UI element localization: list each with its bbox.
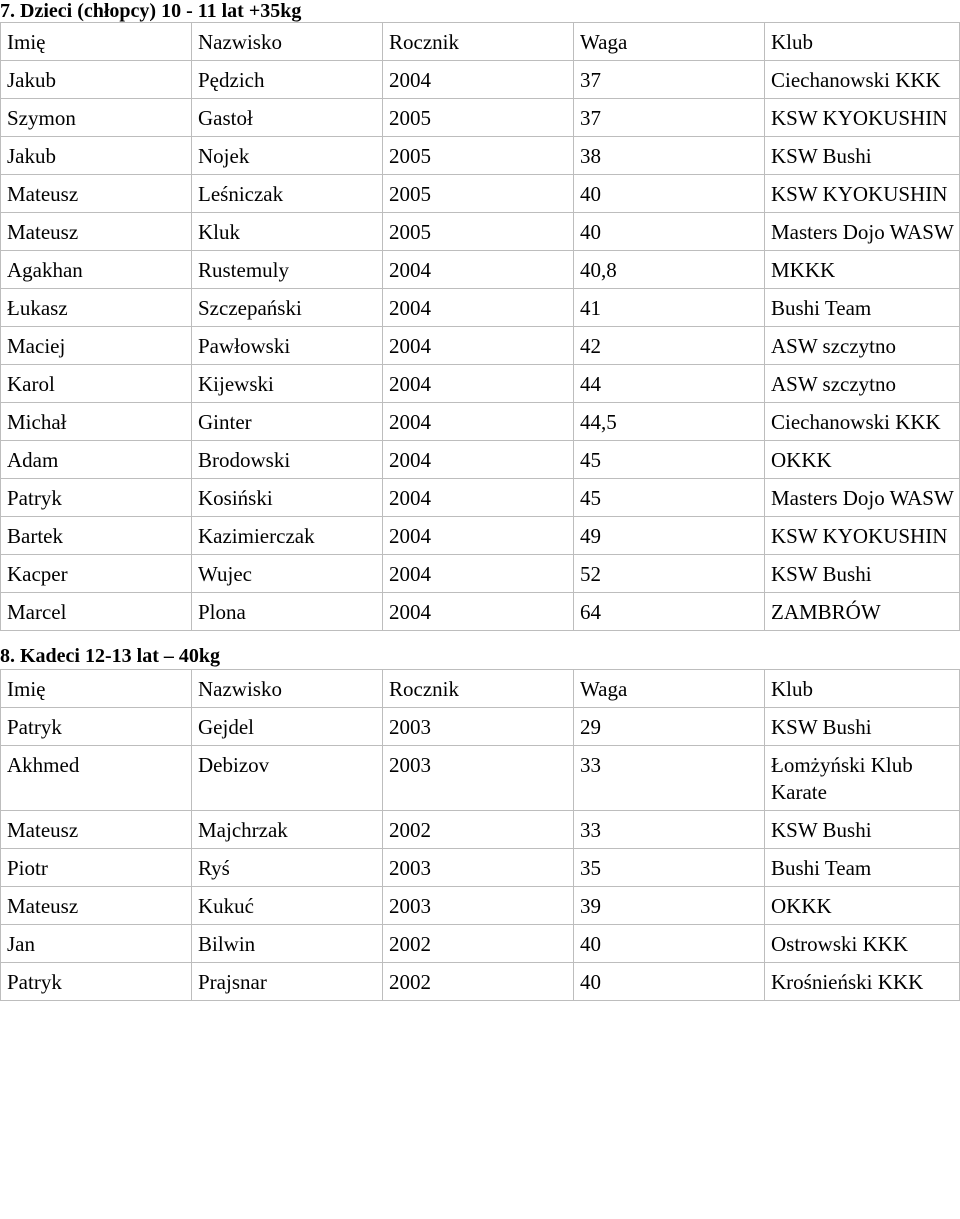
cell-last-name: Ryś xyxy=(192,849,383,887)
cell-weight: 33 xyxy=(574,811,765,849)
cell-last-name: Kosiński xyxy=(192,479,383,517)
cell-birth-year: 2004 xyxy=(383,441,574,479)
table-row xyxy=(1,441,960,479)
cell-first-name: Piotr xyxy=(1,849,192,887)
cell-club: Ostrowski KKK xyxy=(765,925,960,963)
cell-last-name: Brodowski xyxy=(192,441,383,479)
cell-club: Masters Dojo WASW xyxy=(765,213,960,251)
cell-first-name: Kacper xyxy=(1,555,192,593)
table-row xyxy=(1,213,960,251)
cell-club: Ciechanowski KKK xyxy=(765,61,960,99)
results-table xyxy=(0,22,960,631)
table-header-row xyxy=(1,23,960,61)
cell-birth-year: 2003 xyxy=(383,887,574,925)
cell-birth-year: 2005 xyxy=(383,213,574,251)
cell-last-name: Kazimierczak xyxy=(192,517,383,555)
cell-weight: 33 xyxy=(574,746,765,811)
cell-weight: 49 xyxy=(574,517,765,555)
cell-weight: 35 xyxy=(574,849,765,887)
table-row xyxy=(1,251,960,289)
cell-club: KSW Bushi xyxy=(765,708,960,746)
results-table xyxy=(0,669,960,1001)
column-header-weight: Waga xyxy=(574,670,765,708)
cell-first-name: Karol xyxy=(1,365,192,403)
cell-club: Krośnieński KKK xyxy=(765,963,960,1001)
cell-weight: 41 xyxy=(574,289,765,327)
table-row xyxy=(1,811,960,849)
cell-first-name: Marcel xyxy=(1,593,192,631)
cell-last-name: Wujec xyxy=(192,555,383,593)
cell-last-name: Gastoł xyxy=(192,99,383,137)
cell-weight: 45 xyxy=(574,479,765,517)
table-row xyxy=(1,925,960,963)
cell-weight: 40 xyxy=(574,175,765,213)
cell-birth-year: 2004 xyxy=(383,289,574,327)
cell-last-name: Kukuć xyxy=(192,887,383,925)
cell-weight: 37 xyxy=(574,99,765,137)
cell-club: KSW Bushi xyxy=(765,555,960,593)
cell-birth-year: 2004 xyxy=(383,327,574,365)
cell-weight: 64 xyxy=(574,593,765,631)
cell-club: KSW Bushi xyxy=(765,811,960,849)
cell-weight: 44,5 xyxy=(574,403,765,441)
column-header-last-name: Nazwisko xyxy=(192,23,383,61)
cell-last-name: Pawłowski xyxy=(192,327,383,365)
cell-last-name: Ginter xyxy=(192,403,383,441)
cell-last-name: Prajsnar xyxy=(192,963,383,1001)
cell-last-name: Leśniczak xyxy=(192,175,383,213)
cell-birth-year: 2003 xyxy=(383,849,574,887)
cell-birth-year: 2004 xyxy=(383,365,574,403)
cell-birth-year: 2004 xyxy=(383,479,574,517)
cell-first-name: Mateusz xyxy=(1,175,192,213)
cell-weight: 40,8 xyxy=(574,251,765,289)
section-cadets-12-13 xyxy=(0,643,960,1001)
table-row xyxy=(1,593,960,631)
cell-weight: 44 xyxy=(574,365,765,403)
cell-last-name: Majchrzak xyxy=(192,811,383,849)
column-header-club: Klub xyxy=(765,23,960,61)
column-header-last-name: Nazwisko xyxy=(192,670,383,708)
table-row xyxy=(1,963,960,1001)
cell-weight: 42 xyxy=(574,327,765,365)
cell-first-name: Adam xyxy=(1,441,192,479)
cell-club: Bushi Team xyxy=(765,289,960,327)
cell-first-name: Bartek xyxy=(1,517,192,555)
column-header-birth-year: Rocznik xyxy=(383,670,574,708)
column-header-first-name: Imię xyxy=(1,670,192,708)
cell-last-name: Rustemuly xyxy=(192,251,383,289)
cell-club: ZAMBRÓW xyxy=(765,593,960,631)
cell-first-name: Szymon xyxy=(1,99,192,137)
cell-club: Łomżyński Klub Karate xyxy=(765,746,960,811)
cell-birth-year: 2003 xyxy=(383,746,574,811)
table-row xyxy=(1,517,960,555)
cell-birth-year: 2004 xyxy=(383,517,574,555)
cell-club: OKKK xyxy=(765,441,960,479)
cell-weight: 40 xyxy=(574,925,765,963)
cell-birth-year: 2004 xyxy=(383,403,574,441)
cell-birth-year: 2002 xyxy=(383,963,574,1001)
cell-first-name: Jakub xyxy=(1,61,192,99)
cell-weight: 40 xyxy=(574,963,765,1001)
cell-first-name: Mateusz xyxy=(1,213,192,251)
cell-club: KSW KYOKUSHIN xyxy=(765,99,960,137)
table-row xyxy=(1,327,960,365)
cell-birth-year: 2004 xyxy=(383,251,574,289)
cell-club: ASW szczytno xyxy=(765,327,960,365)
table-row xyxy=(1,99,960,137)
cell-birth-year: 2005 xyxy=(383,175,574,213)
cell-weight: 52 xyxy=(574,555,765,593)
cell-club: KSW KYOKUSHIN xyxy=(765,517,960,555)
table-row xyxy=(1,555,960,593)
table-row xyxy=(1,479,960,517)
table-row xyxy=(1,289,960,327)
cell-first-name: Patryk xyxy=(1,963,192,1001)
table-row xyxy=(1,403,960,441)
cell-club: Ciechanowski KKK xyxy=(765,403,960,441)
cell-weight: 37 xyxy=(574,61,765,99)
cell-first-name: Maciej xyxy=(1,327,192,365)
cell-first-name: Patryk xyxy=(1,708,192,746)
column-header-weight: Waga xyxy=(574,23,765,61)
cell-last-name: Bilwin xyxy=(192,925,383,963)
table-row xyxy=(1,708,960,746)
cell-last-name: Gejdel xyxy=(192,708,383,746)
cell-birth-year: 2005 xyxy=(383,137,574,175)
cell-last-name: Pędzich xyxy=(192,61,383,99)
table-row xyxy=(1,365,960,403)
cell-last-name: Nojek xyxy=(192,137,383,175)
section-title: 7. Dzieci (chłopcy) 10 - 11 lat +35kg xyxy=(0,0,302,22)
cell-last-name: Kluk xyxy=(192,213,383,251)
table-row xyxy=(1,175,960,213)
cell-birth-year: 2002 xyxy=(383,811,574,849)
cell-last-name: Plona xyxy=(192,593,383,631)
cell-last-name: Debizov xyxy=(192,746,383,811)
cell-birth-year: 2004 xyxy=(383,61,574,99)
table-row xyxy=(1,746,960,811)
column-header-club: Klub xyxy=(765,670,960,708)
cell-birth-year: 2003 xyxy=(383,708,574,746)
cell-first-name: Łukasz xyxy=(1,289,192,327)
table-row xyxy=(1,61,960,99)
cell-birth-year: 2005 xyxy=(383,99,574,137)
cell-birth-year: 2004 xyxy=(383,593,574,631)
table-row xyxy=(1,137,960,175)
cell-club: Masters Dojo WASW xyxy=(765,479,960,517)
cell-weight: 39 xyxy=(574,887,765,925)
cell-club: KSW KYOKUSHIN xyxy=(765,175,960,213)
cell-first-name: Jakub xyxy=(1,137,192,175)
table-row xyxy=(1,887,960,925)
cell-last-name: Kijewski xyxy=(192,365,383,403)
cell-weight: 40 xyxy=(574,213,765,251)
section-title: 8. Kadeci 12-13 lat – 40kg xyxy=(0,645,220,667)
column-header-birth-year: Rocznik xyxy=(383,23,574,61)
table-row xyxy=(1,849,960,887)
table-header-row xyxy=(1,670,960,708)
cell-club: OKKK xyxy=(765,887,960,925)
cell-weight: 38 xyxy=(574,137,765,175)
cell-first-name: Mateusz xyxy=(1,887,192,925)
cell-first-name: Patryk xyxy=(1,479,192,517)
cell-club: ASW szczytno xyxy=(765,365,960,403)
cell-first-name: Akhmed xyxy=(1,746,192,811)
column-header-first-name: Imię xyxy=(1,23,192,61)
cell-first-name: Jan xyxy=(1,925,192,963)
cell-first-name: Michał xyxy=(1,403,192,441)
cell-birth-year: 2004 xyxy=(383,555,574,593)
cell-weight: 45 xyxy=(574,441,765,479)
cell-birth-year: 2002 xyxy=(383,925,574,963)
cell-club: KSW Bushi xyxy=(765,137,960,175)
cell-first-name: Mateusz xyxy=(1,811,192,849)
cell-weight: 29 xyxy=(574,708,765,746)
cell-club: MKKK xyxy=(765,251,960,289)
cell-club: Bushi Team xyxy=(765,849,960,887)
cell-last-name: Szczepański xyxy=(192,289,383,327)
cell-first-name: Agakhan xyxy=(1,251,192,289)
